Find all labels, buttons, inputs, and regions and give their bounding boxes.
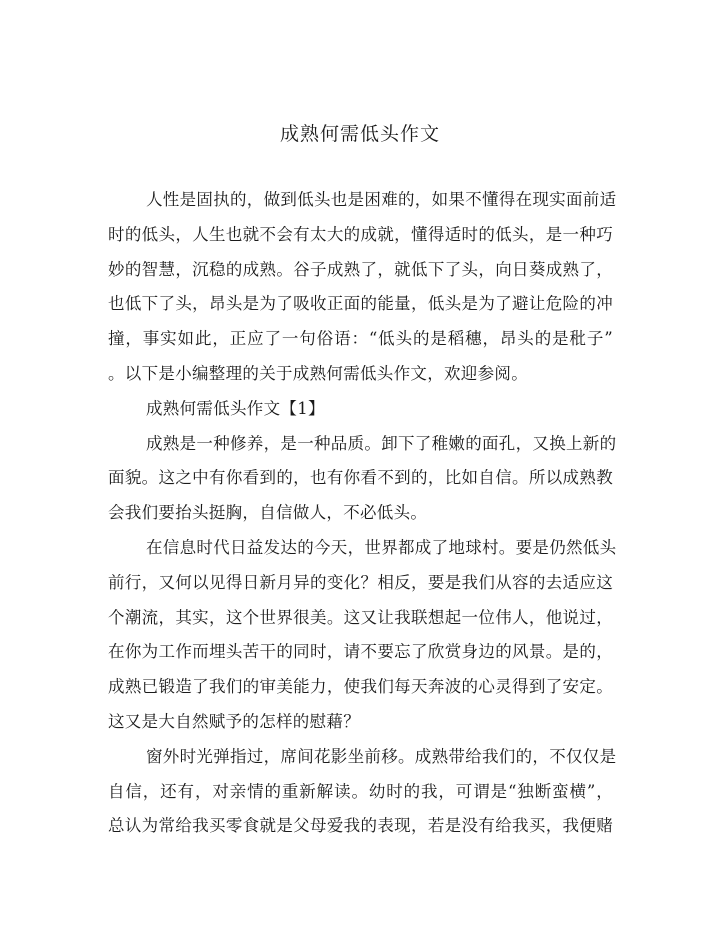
paragraph-line: 总认为常给我买零食就是父母爱我的表现，若是没有给我买，我便赌 xyxy=(108,816,613,836)
paragraph-line: 个潮流，其实，这个世界很美。这又让我联想起一位伟人，他说过， xyxy=(108,607,613,627)
paragraph-line: 也低下了头，昂头是为了吸收正面的能量，低头是为了避让危险的冲 xyxy=(108,294,613,314)
paragraph-line: 撞，事实如此，正应了一句俗语：“低头的是稻穗，昂头的是秕子” xyxy=(108,329,613,349)
paragraph-line: 面貌。这之中有你看到的，也有你看不到的，比如自信。所以成熟教 xyxy=(108,468,613,488)
paragraph-line: 前行，又何以见得日新月异的变化？相反，要是我们从容的去适应这 xyxy=(108,572,613,592)
paragraph-line: 人性是固执的，做到低头也是困难的，如果不懂得在现实面前适 xyxy=(146,190,617,209)
paragraph-line: 成熟是一种修养，是一种品质。卸下了稚嫩的面孔，又换上新的 xyxy=(146,433,617,453)
paragraph-line: 。以下是小编整理的关于成熟何需低头作文，欢迎参阅。 xyxy=(108,363,528,383)
paragraph-line: 会我们要抬头挺胸，自信做人，不必低头。 xyxy=(108,503,428,523)
paragraph-line: 妙的智慧，沉稳的成熟。谷子成熟了，就低下了头，向日葵成熟了， xyxy=(108,259,613,279)
paragraph-line: 时的低头，人生也就不会有太大的成就，懂得适时的低头，是一种巧 xyxy=(108,224,613,244)
document-title: 成熟何需低头作文 xyxy=(279,123,440,145)
paragraph-line: 自信，还有，对亲情的重新解读。幼时的我，可谓是“独断蛮横”， xyxy=(108,781,613,801)
paragraph-line: 成熟已锻造了我们的审美能力，使我们每天奔波的心灵得到了安定。 xyxy=(108,677,613,697)
paragraph-line: 这又是大自然赋予的怎样的慰藉？ xyxy=(108,711,360,731)
paragraph-line: 在信息时代日益发达的今天，世界都成了地球村。要是仍然低头 xyxy=(146,537,617,557)
document-body xyxy=(108,183,617,844)
section-heading: 成熟何需低头作文【1】 xyxy=(146,398,325,418)
paragraph-line: 窗外时光弹指过，席间花影坐前移。成熟带给我们的，不仅仅是 xyxy=(146,746,617,766)
paragraph-line: 在你为工作而埋头苦干的同时，请不要忘了欣赏身边的风景。是的， xyxy=(108,642,613,662)
